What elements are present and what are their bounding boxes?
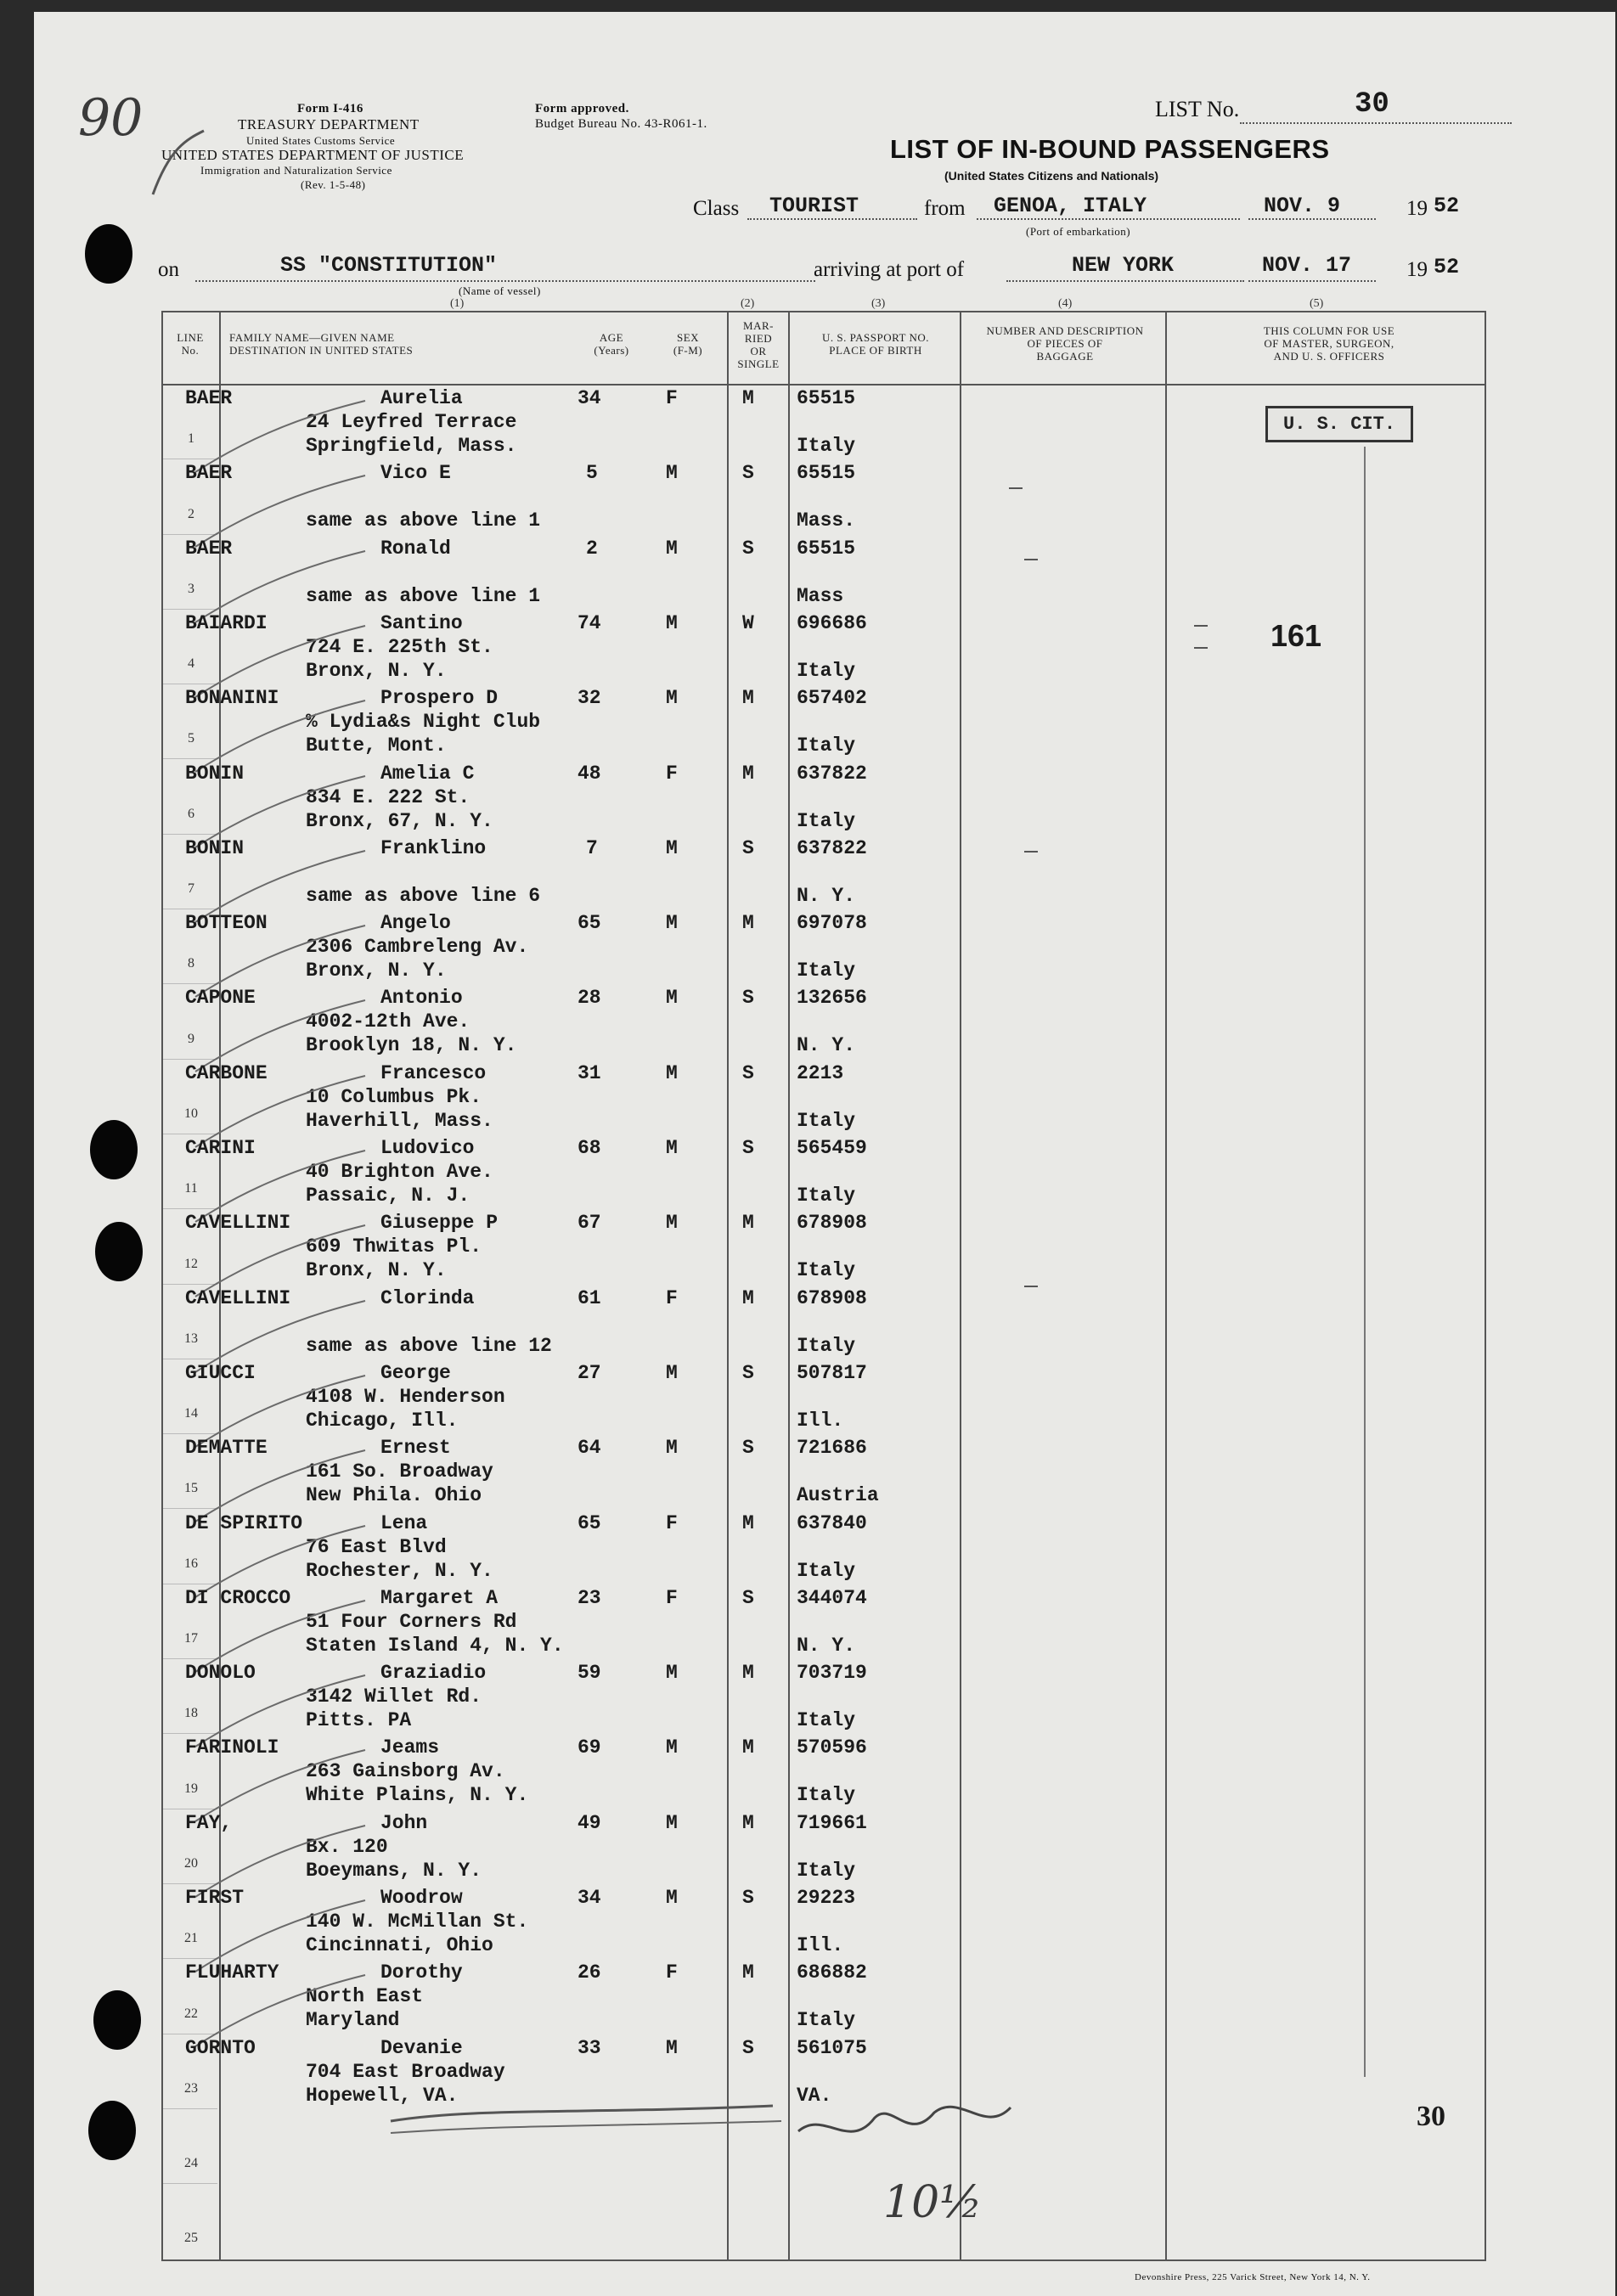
row-address-line-1: 4002-12th Ave.: [306, 1010, 470, 1033]
row-address-line-1: % Lydia&s Night Club: [306, 711, 541, 734]
row-line-number: 17: [184, 1631, 198, 1646]
row-given-name: Margaret A: [380, 1586, 499, 1609]
row-age: 34: [578, 1887, 601, 1909]
row-sex: M: [666, 611, 678, 634]
row-marital-status: S: [742, 1061, 754, 1084]
row-sex: M: [666, 1137, 678, 1159]
row-place-of-birth: Italy: [797, 959, 856, 982]
row-surname: BAER: [185, 462, 233, 485]
row-address-line-2: Bronx, N. Y.: [306, 1259, 447, 1282]
row-address-line-1: 2306 Cambreleng Av.: [306, 936, 529, 959]
row-sex: M: [666, 687, 678, 710]
row-place-of-birth: Ill.: [797, 1934, 844, 1956]
row-given-name: Ronald: [380, 537, 451, 560]
row-age: 67: [578, 1212, 601, 1235]
row-marital-status: S: [742, 1437, 754, 1460]
row-given-name: Angelo: [380, 912, 451, 935]
printer-imprint: Devonshire Press, 225 Varick Street, New York 14, N. Y.: [1135, 2272, 1371, 2282]
row-address-line-1: 724 E. 225th St.: [306, 635, 493, 658]
row-given-name: Dorothy: [380, 1961, 463, 1984]
row-line-number: 15: [184, 1481, 198, 1496]
port-of-embarkation-note: (Port of embarkation): [1026, 225, 1131, 238]
row-age: 31: [578, 1061, 601, 1084]
from-port: GENOA, ITALY: [994, 194, 1147, 218]
row-address-line-2: Bronx, 67, N. Y.: [306, 809, 493, 832]
row-place-of-birth: Italy: [797, 2009, 856, 2032]
row-surname: GORNTO: [185, 2036, 256, 2059]
row-age: 5: [586, 462, 598, 485]
row-passport-no: 719661: [797, 1811, 867, 1834]
row-marital-status: M: [742, 762, 754, 785]
row-line-number: 25: [184, 2231, 198, 2246]
row-surname: BAIARDI: [185, 611, 268, 634]
row-passport-no: 678908: [797, 1212, 867, 1235]
row-age: 68: [578, 1137, 601, 1159]
row-marital-status: S: [742, 987, 754, 1010]
row-passport-no: 65515: [797, 537, 856, 560]
row-marital-status: S: [742, 462, 754, 485]
row-passport-no: 637840: [797, 1511, 867, 1534]
row-address-line-2: same as above line 1: [306, 509, 541, 532]
row-given-name: Woodrow: [380, 1887, 463, 1909]
row-line-number: 21: [184, 1931, 198, 1946]
row-surname: GIUCCI: [185, 1361, 256, 1384]
row-surname: DE SPIRITO: [185, 1511, 303, 1534]
row-surname: BAER: [185, 387, 233, 409]
row-given-name: Devanie: [380, 2036, 463, 2059]
row-age: 34: [578, 387, 601, 409]
row-passport-no: 696686: [797, 611, 867, 634]
crossed-out-notation: [391, 2121, 781, 2133]
vessel-name: SS "CONSTITUTION": [280, 253, 498, 278]
row-given-name: Prospero D: [380, 687, 499, 710]
document-page: [34, 12, 1615, 2296]
row-passport-no: 344074: [797, 1586, 867, 1609]
handwritten-annotation: 10½: [883, 2177, 983, 2228]
row-address-line-1: 10 Columbus Pk.: [306, 1085, 482, 1108]
row-address-line-2: Butte, Mont.: [306, 734, 447, 757]
row-given-name: Aurelia: [380, 387, 463, 409]
row-age: 28: [578, 987, 601, 1010]
row-age: 27: [578, 1361, 601, 1384]
row-passport-no: 686882: [797, 1961, 867, 1984]
row-address-line-2: Boeymans, N. Y.: [306, 1859, 482, 1882]
row-place-of-birth: Italy: [797, 1784, 856, 1807]
row-address-line-1: 263 Gainsborg Av.: [306, 1760, 505, 1783]
header-passport: U. S. PASSPORT NO. PLACE OF BIRTH: [822, 331, 929, 357]
row-address-line-1: 51 Four Corners Rd: [306, 1610, 517, 1633]
row-marital-status: M: [742, 687, 754, 710]
arrival-year-prefix: 19: [1406, 258, 1428, 281]
row-line-number: 24: [184, 2156, 198, 2171]
row-passport-no: 561075: [797, 2036, 867, 2059]
row-sex: M: [666, 987, 678, 1010]
row-address-line-1: Bx. 120: [306, 1835, 388, 1858]
row-surname: DEMATTE: [185, 1437, 268, 1460]
row-age: 23: [578, 1586, 601, 1609]
row-given-name: Vico E: [380, 462, 451, 485]
row-surname: BONIN: [185, 836, 245, 859]
row-address-line-2: Bronx, N. Y.: [306, 659, 447, 682]
row-age: 74: [578, 611, 601, 634]
row-line-number: 9: [188, 1031, 194, 1046]
row-line-number: 13: [184, 1331, 198, 1346]
row-given-name: Francesco: [380, 1061, 487, 1084]
row-line-number: 7: [188, 881, 194, 897]
row-surname: BAER: [185, 537, 233, 560]
row-surname: FAY,: [185, 1811, 233, 1834]
row-place-of-birth: Ill.: [797, 1409, 844, 1432]
row-passport-no: 678908: [797, 1286, 867, 1309]
row-sex: M: [666, 1361, 678, 1384]
row-passport-no: 721686: [797, 1437, 867, 1460]
row-line-number: 18: [184, 1706, 198, 1721]
annotation-161: 161: [1270, 618, 1322, 653]
customs-service: United States Customs Service: [246, 134, 396, 147]
row-address-line-2: Rochester, N. Y.: [306, 1559, 493, 1582]
row-surname: CAPONE: [185, 987, 256, 1010]
row-given-name: Ludovico: [380, 1137, 475, 1159]
row-line-number: 1: [188, 431, 194, 447]
row-surname: FLUHARTY: [185, 1961, 279, 1984]
check-mark: [153, 131, 204, 194]
handwritten-mark: 90: [78, 88, 144, 148]
col-num-3: (3): [871, 297, 886, 310]
row-address-line-2: Bronx, N. Y.: [306, 959, 447, 982]
treasury-department: TREASURY DEPARTMENT: [238, 116, 420, 132]
row-sex: F: [666, 1511, 678, 1534]
row-passport-no: 2213: [797, 1061, 844, 1084]
row-given-name: Franklino: [380, 836, 487, 859]
row-address-line-2: White Plains, N. Y.: [306, 1784, 529, 1807]
row-given-name: Graziadio: [380, 1662, 487, 1685]
row-sex: M: [666, 1887, 678, 1909]
row-sex: F: [666, 387, 678, 409]
row-place-of-birth: Italy: [797, 1334, 856, 1357]
row-marital-status: S: [742, 1137, 754, 1159]
row-address-line-1: 704 East Broadway: [306, 2060, 505, 2083]
row-passport-no: 65515: [797, 387, 856, 409]
row-line-number: 14: [184, 1406, 198, 1421]
revision: (Rev. 1-5-48): [301, 178, 366, 191]
row-surname: CAVELLINI: [185, 1286, 291, 1309]
row-place-of-birth: Mass: [797, 584, 844, 607]
row-address-line-2: Cincinnati, Ohio: [306, 1934, 493, 1956]
row-age: 32: [578, 687, 601, 710]
row-passport-no: 507817: [797, 1361, 867, 1384]
row-marital-status: S: [742, 1361, 754, 1384]
row-place-of-birth: Italy: [797, 435, 856, 457]
row-age: 49: [578, 1811, 601, 1834]
row-address-line-2: Hopewell, VA.: [306, 2084, 459, 2107]
row-line-number: 11: [184, 1181, 198, 1196]
row-given-name: Amelia C: [380, 762, 475, 785]
row-marital-status: M: [742, 1286, 754, 1309]
row-surname: BONANINI: [185, 687, 279, 710]
crossed-out-notation: [391, 2106, 773, 2121]
header-line-no: LINE No.: [177, 331, 204, 357]
row-address-line-1: 834 E. 222 St.: [306, 785, 470, 808]
row-given-name: Antonio: [380, 987, 463, 1010]
row-address-line-2: same as above line 1: [306, 584, 541, 607]
row-passport-no: 565459: [797, 1137, 867, 1159]
row-surname: BOTTEON: [185, 912, 268, 935]
row-sex: F: [666, 1961, 678, 1984]
row-age: 33: [578, 2036, 601, 2059]
row-marital-status: M: [742, 387, 754, 409]
row-line-number: 2: [188, 506, 194, 521]
pencil-scribbles: [34, 12, 1615, 2296]
row-address-line-2: Staten Island 4, N. Y.: [306, 1634, 564, 1657]
header-baggage: NUMBER AND DESCRIPTION OF PIECES OF BAGGAGE: [986, 324, 1144, 363]
row-address-line-1: 76 East Blvd: [306, 1535, 447, 1558]
row-sex: M: [666, 2036, 678, 2059]
row-address-line-2: Brooklyn 18, N. Y.: [306, 1034, 517, 1057]
row-line-number: 22: [184, 2006, 198, 2021]
row-place-of-birth: Italy: [797, 659, 856, 682]
row-address-line-1: 4108 W. Henderson: [306, 1385, 505, 1408]
row-passport-no: 637822: [797, 836, 867, 859]
row-place-of-birth: Italy: [797, 1859, 856, 1882]
row-age: 65: [578, 912, 601, 935]
row-age: 69: [578, 1736, 601, 1759]
row-given-name: Jeams: [380, 1736, 440, 1759]
row-address-line-2: Haverhill, Mass.: [306, 1109, 493, 1132]
row-line-number: 20: [184, 1855, 198, 1871]
row-address-line-1: 40 Brighton Ave.: [306, 1161, 493, 1183]
row-line-number: 16: [184, 1556, 198, 1571]
row-marital-status: S: [742, 1887, 754, 1909]
header-name: FAMILY NAME—GIVEN NAME DESTINATION IN UNITED STATES: [229, 331, 414, 357]
row-marital-status: M: [742, 1811, 754, 1834]
row-surname: CARBONE: [185, 1061, 268, 1084]
row-place-of-birth: N. Y.: [797, 1634, 856, 1657]
row-marital-status: M: [742, 912, 754, 935]
row-place-of-birth: Italy: [797, 1559, 856, 1582]
row-surname: CARINI: [185, 1137, 256, 1159]
row-place-of-birth: Italy: [797, 809, 856, 832]
row-marital-status: M: [742, 1662, 754, 1685]
row-age: 64: [578, 1437, 601, 1460]
col-num-2: (2): [741, 297, 755, 310]
row-sex: M: [666, 1736, 678, 1759]
row-address-line-2: Passaic, N. J.: [306, 1185, 470, 1207]
row-place-of-birth: Italy: [797, 1259, 856, 1282]
row-given-name: Giuseppe P: [380, 1212, 499, 1235]
arrival-port: NEW YORK: [1072, 253, 1175, 278]
col-num-4: (4): [1058, 297, 1073, 310]
ins-service: Immigration and Naturalization Service: [200, 164, 392, 177]
row-line-number: 6: [188, 806, 194, 821]
row-age: 65: [578, 1511, 601, 1534]
row-passport-no: 637822: [797, 762, 867, 785]
arrival-year: 52: [1434, 255, 1460, 279]
row-line-number: 8: [188, 956, 194, 971]
row-address-line-2: same as above line 12: [306, 1334, 552, 1357]
arrival-date: NOV. 17: [1262, 253, 1352, 278]
row-address-line-2: Chicago, Ill.: [306, 1409, 459, 1432]
row-marital-status: S: [742, 836, 754, 859]
budget-bureau: Budget Bureau No. 43-R061-1.: [535, 117, 707, 131]
row-address-line-1: North East: [306, 1985, 424, 2008]
row-line-number: 19: [184, 1781, 198, 1796]
row-marital-status: M: [742, 1736, 754, 1759]
row-marital-status: S: [742, 2036, 754, 2059]
row-given-name: Clorinda: [380, 1286, 475, 1309]
row-passport-no: 697078: [797, 912, 867, 935]
row-line-number: 3: [188, 581, 194, 596]
row-place-of-birth: N. Y.: [797, 884, 856, 907]
row-address-line-1: 3142 Willet Rd.: [306, 1685, 482, 1708]
row-age: 7: [586, 836, 598, 859]
row-line-number: 4: [188, 656, 194, 672]
row-surname: FARINOLI: [185, 1736, 279, 1759]
row-address-line-2: Pitts. PA: [306, 1709, 412, 1732]
row-place-of-birth: VA.: [797, 2084, 832, 2107]
row-surname: DI CROCCO: [185, 1586, 291, 1609]
row-address-line-1: 140 W. McMillan St.: [306, 1911, 529, 1933]
row-line-number: 10: [184, 1106, 198, 1121]
row-passport-no: 29223: [797, 1887, 856, 1909]
row-place-of-birth: Italy: [797, 734, 856, 757]
bottom-list-number: 30: [1417, 2101, 1445, 2132]
row-sex: F: [666, 1286, 678, 1309]
header-age: AGE (Years): [594, 331, 629, 357]
document-subtitle: (United States Citizens and Nationals): [944, 169, 1159, 183]
row-passport-no: 132656: [797, 987, 867, 1010]
row-given-name: Lena: [380, 1511, 428, 1534]
row-age: 61: [578, 1286, 601, 1309]
row-surname: CAVELLINI: [185, 1212, 291, 1235]
row-address-line-1: 161 So. Broadway: [306, 1460, 493, 1483]
row-place-of-birth: Italy: [797, 1709, 856, 1732]
row-place-of-birth: Mass.: [797, 509, 856, 532]
row-sex: M: [666, 912, 678, 935]
row-sex: F: [666, 762, 678, 785]
arriving-label: arriving at port of: [814, 258, 965, 281]
row-address-line-2: Springfield, Mass.: [306, 435, 517, 457]
row-age: 48: [578, 762, 601, 785]
row-marital-status: M: [742, 1961, 754, 1984]
row-sex: F: [666, 1586, 678, 1609]
class-value: TOURIST: [769, 194, 859, 218]
departure-year-prefix: 19: [1406, 197, 1428, 220]
row-marital-status: M: [742, 1212, 754, 1235]
row-passport-no: 657402: [797, 687, 867, 710]
row-marital-status: M: [742, 1511, 754, 1534]
row-place-of-birth: Italy: [797, 1109, 856, 1132]
header-sex: SEX (F-M): [673, 331, 703, 357]
row-age: 2: [586, 537, 598, 560]
row-sex: M: [666, 1662, 678, 1685]
from-label: from: [924, 197, 966, 220]
row-given-name: George: [380, 1361, 451, 1384]
row-passport-no: 65515: [797, 462, 856, 485]
row-given-name: John: [380, 1811, 428, 1834]
list-no-label: LIST No.: [1155, 97, 1240, 121]
us-citizen-stamp: U. S. CIT.: [1265, 406, 1413, 442]
header-married: MAR- RIED OR SINGLE: [737, 319, 780, 370]
col-num-1: (1): [450, 297, 465, 310]
row-sex: M: [666, 1212, 678, 1235]
row-passport-no: 570596: [797, 1736, 867, 1759]
departure-date: NOV. 9: [1264, 194, 1341, 218]
row-sex: M: [666, 1811, 678, 1834]
row-address-line-1: 24 Leyfred Terrace: [306, 411, 517, 433]
row-age: 26: [578, 1961, 601, 1984]
row-place-of-birth: Austria: [797, 1484, 879, 1507]
row-age: 59: [578, 1662, 601, 1685]
form-approved: Form approved.: [535, 102, 629, 115]
row-address-line-2: New Phila. Ohio: [306, 1484, 482, 1507]
inspector-signature: [798, 2107, 1011, 2131]
row-surname: FIRST: [185, 1887, 245, 1909]
list-no-value: 30: [1355, 88, 1389, 121]
row-sex: M: [666, 462, 678, 485]
row-sex: M: [666, 537, 678, 560]
row-line-number: 12: [184, 1256, 198, 1271]
row-address-line-2: same as above line 6: [306, 884, 541, 907]
row-surname: DONOLO: [185, 1662, 256, 1685]
row-sex: M: [666, 1061, 678, 1084]
row-line-number: 5: [188, 731, 194, 746]
on-label: on: [158, 258, 179, 281]
col-num-5: (5): [1310, 297, 1324, 310]
row-sex: M: [666, 1437, 678, 1460]
row-marital-status: S: [742, 537, 754, 560]
class-label: Class: [693, 197, 740, 220]
row-surname: BONIN: [185, 762, 245, 785]
row-passport-no: 703719: [797, 1662, 867, 1685]
departure-year: 52: [1434, 194, 1460, 218]
header-officers: THIS COLUMN FOR USE OF MASTER, SURGEON, AND U. S. OFFICERS: [1263, 324, 1395, 363]
row-address-line-2: Maryland: [306, 2009, 400, 2032]
row-sex: M: [666, 836, 678, 859]
department-of-justice: UNITED STATES DEPARTMENT OF JUSTICE: [161, 147, 465, 163]
document-title: LIST OF IN-BOUND PASSENGERS: [890, 134, 1330, 164]
row-place-of-birth: Italy: [797, 1185, 856, 1207]
form-number: Form I-416: [297, 102, 363, 115]
row-marital-status: W: [742, 611, 754, 634]
row-given-name: Ernest: [380, 1437, 451, 1460]
row-address-line-1: 609 Thwitas Pl.: [306, 1235, 482, 1258]
row-place-of-birth: N. Y.: [797, 1034, 856, 1057]
row-line-number: 23: [184, 2080, 198, 2096]
row-marital-status: S: [742, 1586, 754, 1609]
row-given-name: Santino: [380, 611, 463, 634]
vessel-name-note: (Name of vessel): [459, 284, 541, 297]
